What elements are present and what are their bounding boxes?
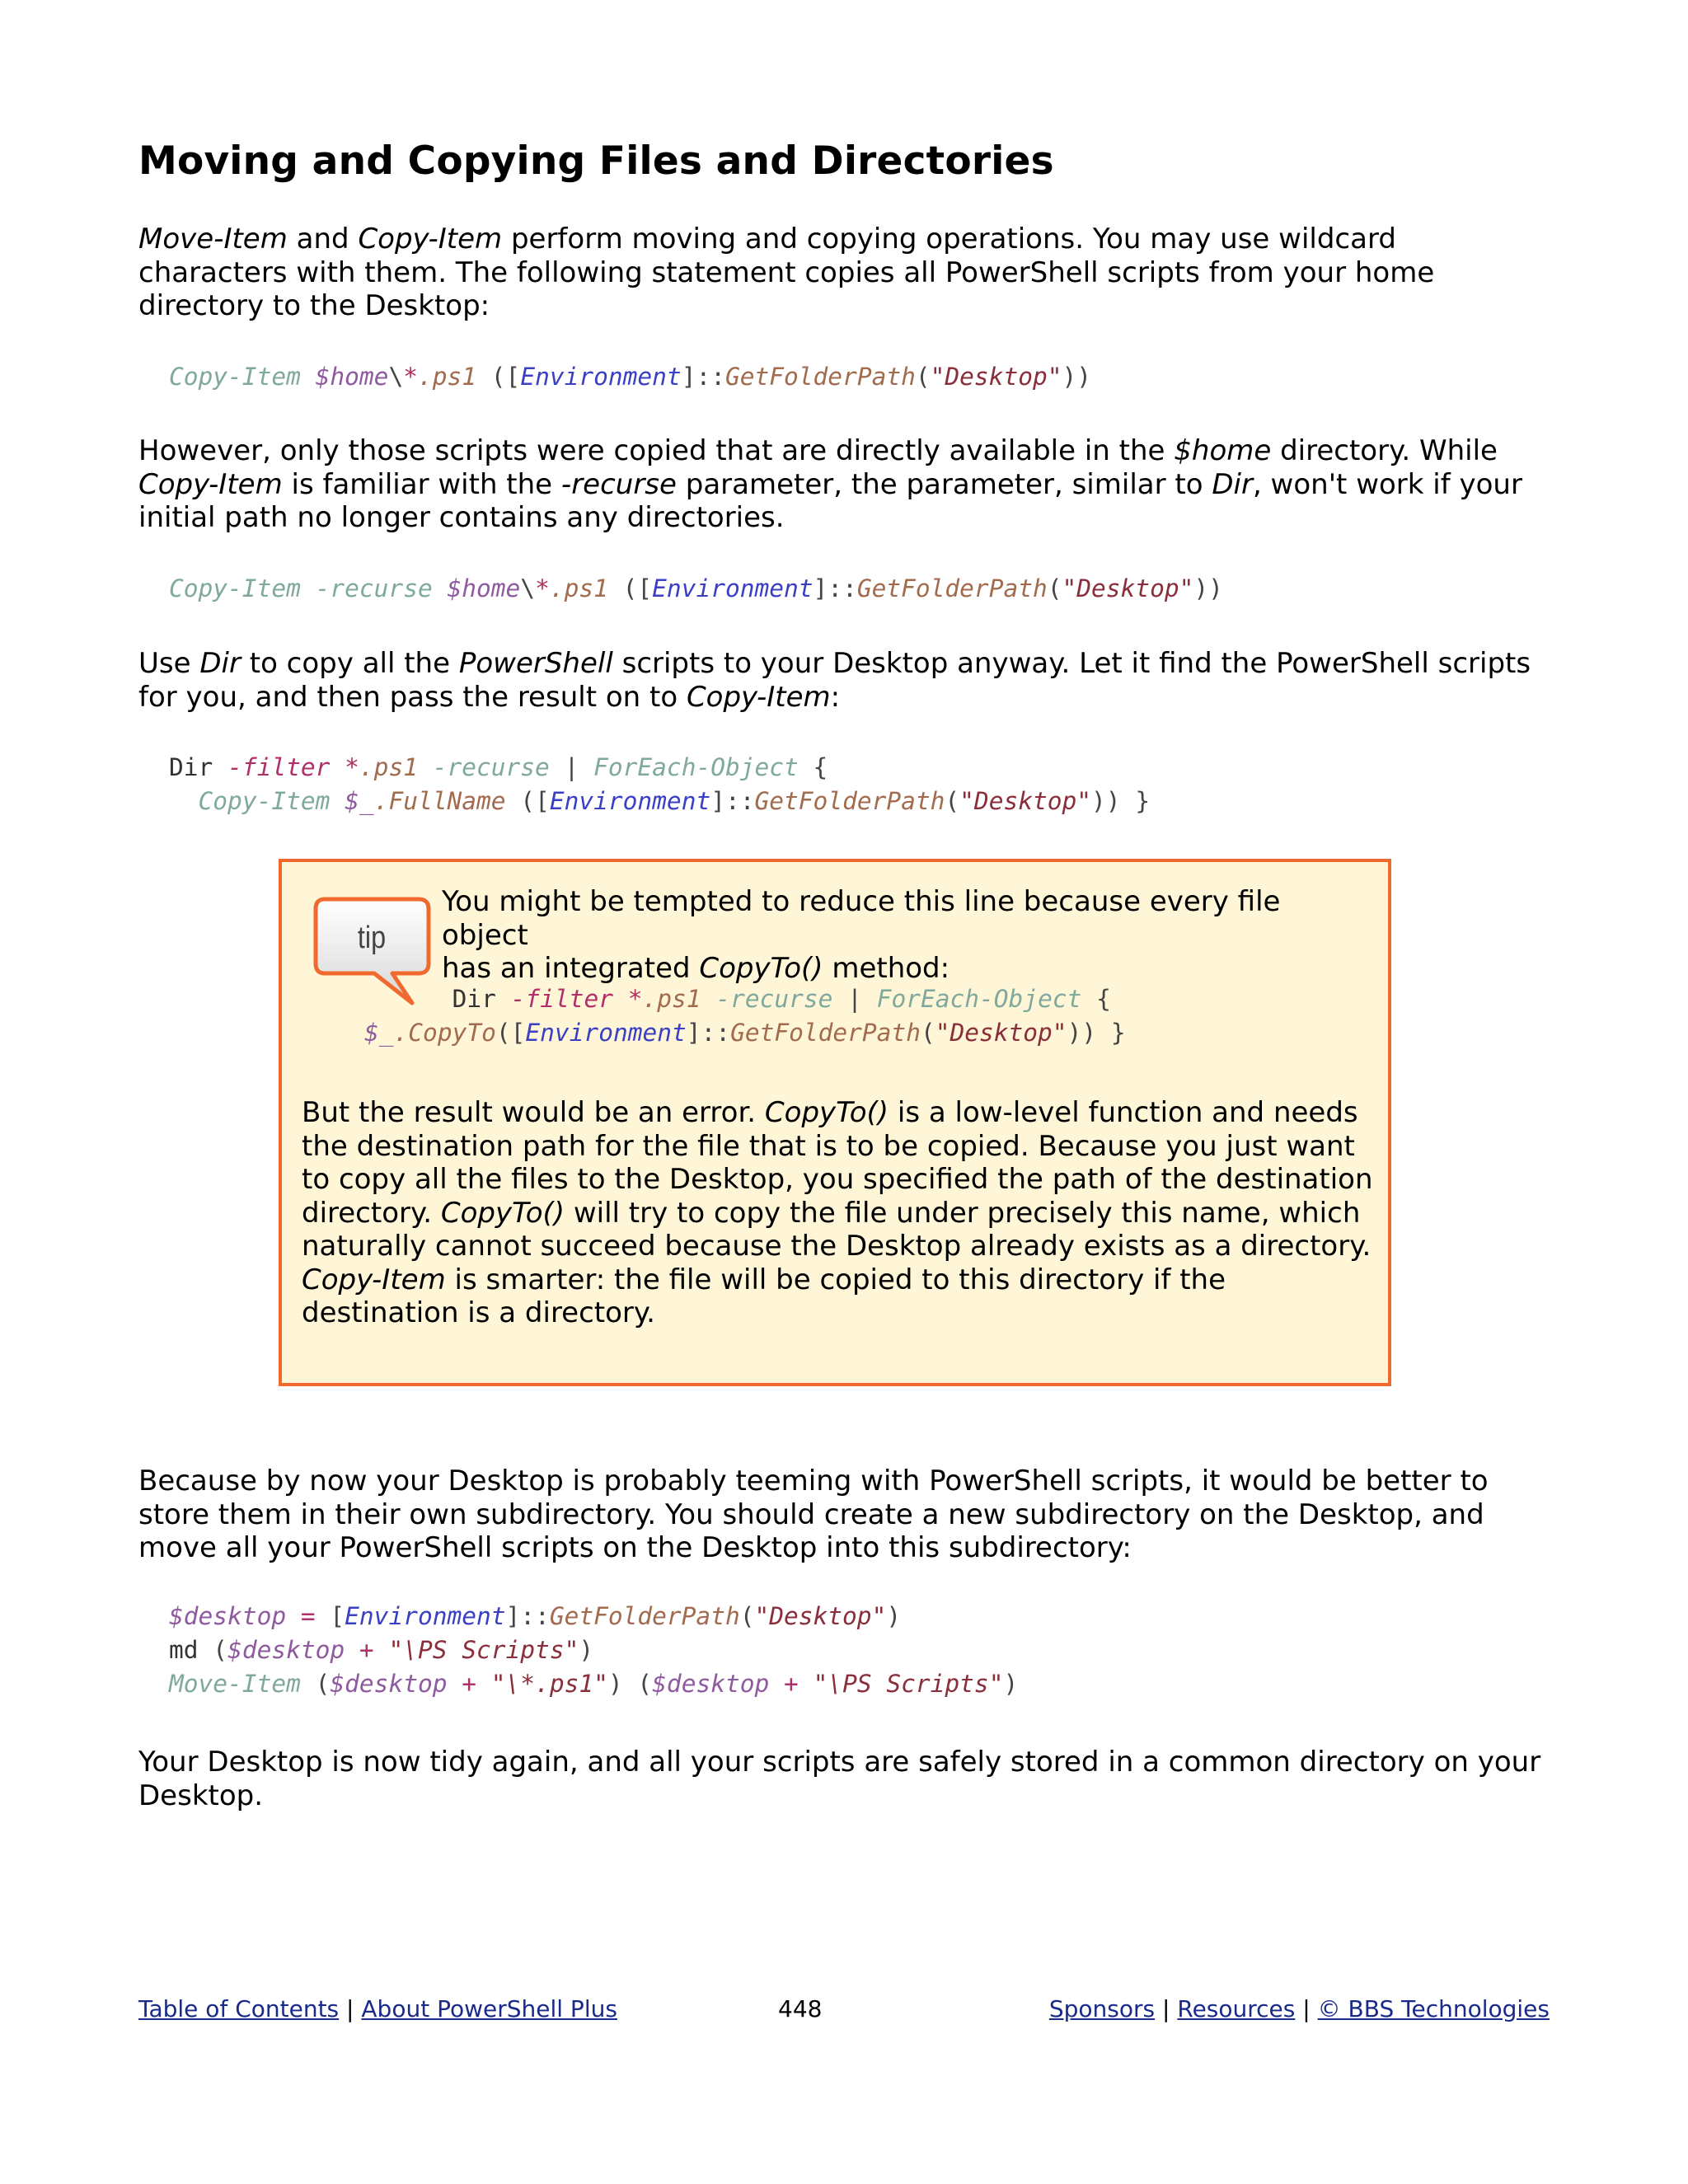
tip-box [279, 859, 1391, 1386]
code-block-copy-item: Copy-Item $home\*.ps1 ([Environment]::GetFolderPath("Desktop")) [169, 363, 1092, 391]
paragraph-intro: Move-Item and Copy-Item perform moving and copying operations. You may use wildcard characters with them. The following statement copies all PowerShell scripts from your home directory to the Desktop: [138, 223, 1435, 322]
code-block-dir-foreach: Dir -filter *.ps1 -recurse | ForEach-Object { Copy-Item $_.FullName ([Environment]::GetFolderPath("Desktop")) } [169, 753, 1151, 815]
footer-right-links [1049, 1993, 1550, 2026]
tip-body: But the result would be an error. CopyTo() is a low-level function and needs the destination path for the file that is to be copied. Because you just want to copy all the files to the Desktop, you specified the path of the destination directory. CopyTo() will try to copy the file under precisely this name, which naturally cannot succeed because the Desktop already exists as a directory. Copy-Item is smarter: the file will be copied to this directory if the destination is a directory. [302, 1096, 1373, 1329]
code-block-copy-item-recurse: Copy-Item -recurse $home\*.ps1 ([Environment]::GetFolderPath("Desktop")) [169, 574, 1223, 602]
paragraph-dir: Use Dir to copy all the PowerShell scripts to your Desktop anyway. Let it find the PowerShell scripts for you, and then pass the result on to Copy-Item: [138, 647, 1531, 714]
footer-left-links [138, 1993, 617, 2026]
page-footer [138, 1993, 1550, 2026]
paragraph-conclusion: Your Desktop is now tidy again, and all your scripts are safely stored in a common directory on your Desktop. [138, 1746, 1541, 1812]
tip-intro: You might be tempted to reduce this line because every file object has an integrated CopyTo() method: [442, 885, 1281, 985]
table-of-contents-link[interactable]: Table of Contents [138, 1995, 340, 2022]
paragraph-subdirectory: Because by now your Desktop is probably teeming with PowerShell scripts, it would be better to store them in their own subdirectory. You should create a new subdirectory on the Desktop, and move all your PowerShell scripts on the Desktop into this subdirectory: [138, 1465, 1489, 1564]
sponsors-link[interactable]: Sponsors [1048, 1995, 1156, 2022]
paragraph-recurse: However, only those scripts were copied that are directly available in the $home directory. While Copy-Item is familiar with the -recurse parameter, the parameter, similar to Dir, won't work if your initial path no longer contains any directories. [138, 434, 1522, 534]
about-powershell-plus-link[interactable]: About PowerShell Plus [361, 1995, 617, 2022]
footer-separator: | [1302, 1995, 1311, 2022]
footer-separator: | [346, 1995, 354, 2022]
code-block-move-item: $desktop = [Environment]::GetFolderPath("Desktop") md ($desktop + "\PS Scripts") Move-Item ($desktop + "\*.ps1") ($desktop + "\PS Scripts") [169, 1602, 1019, 1698]
tip-label: tip [357, 921, 387, 955]
resources-link[interactable]: Resources [1177, 1995, 1296, 2022]
tip-code-block: Dir -filter *.ps1 -recurse | ForEach-Object { $_.CopyTo([Environment]::GetFolderPath("Desktop")) } [364, 985, 1126, 1047]
footer-separator: | [1162, 1995, 1170, 2022]
bbs-technologies-link[interactable]: © BBS Technologies [1317, 1995, 1550, 2022]
page-title: Moving and Copying Files and Directories [138, 138, 1054, 184]
page-number: 448 [778, 1995, 823, 2022]
